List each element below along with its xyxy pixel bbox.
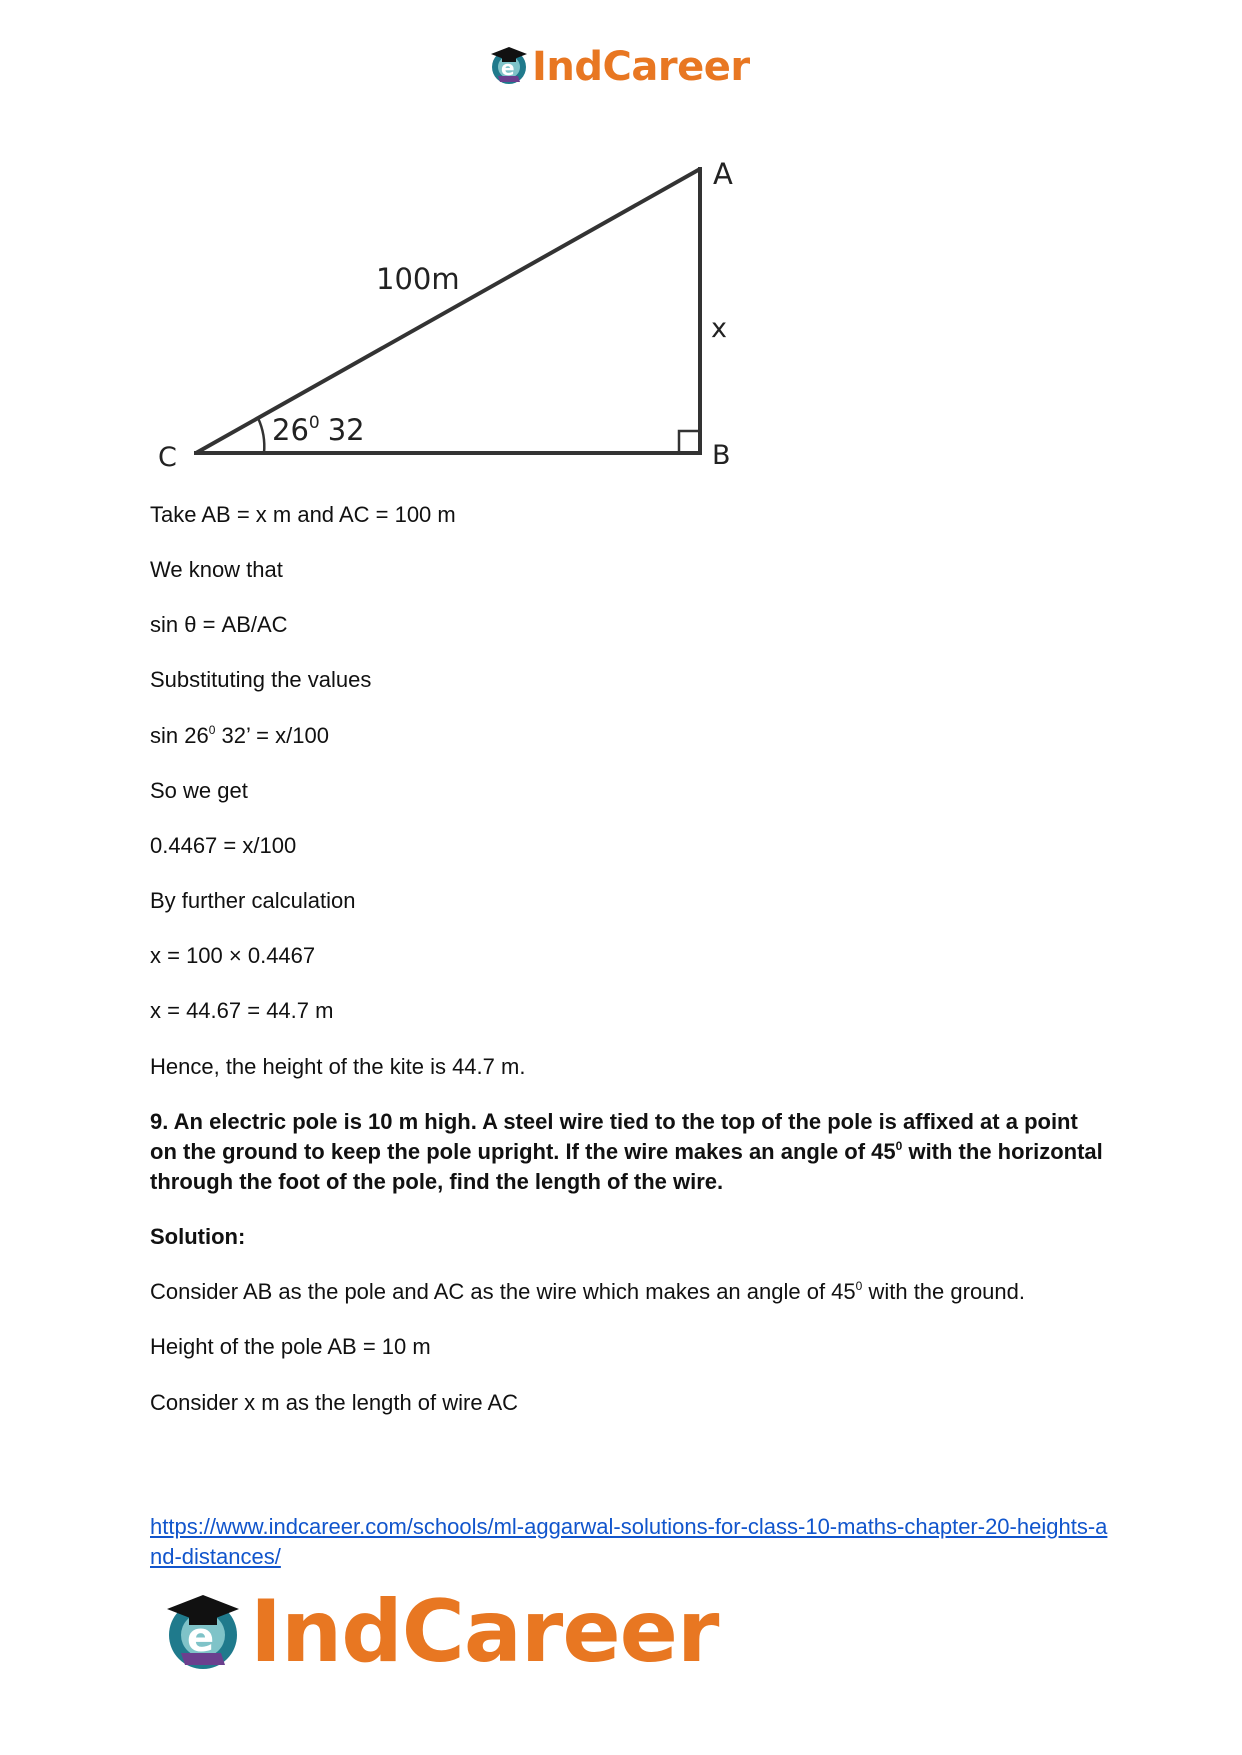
footer-logo bbox=[160, 1581, 719, 1682]
solution-line: We know that bbox=[150, 557, 283, 582]
hypotenuse-ac bbox=[196, 169, 700, 453]
height-line: Height of the pole AB = 10 m bbox=[150, 1334, 431, 1359]
side-x-label: x bbox=[711, 313, 727, 344]
wire-line: Consider x m as the length of wire AC bbox=[150, 1390, 519, 1415]
vertex-c-label: C bbox=[158, 442, 177, 473]
solution-line: By further calculation bbox=[150, 888, 356, 913]
angle-label: $26^0$ 32 bbox=[272, 413, 365, 447]
logo-wordmark: IndCareer bbox=[250, 1581, 719, 1682]
svg-text:e: e bbox=[501, 56, 515, 80]
graduation-cap-globe-icon bbox=[160, 1585, 246, 1678]
header-logo bbox=[488, 42, 750, 91]
solution-line: Substituting the values bbox=[150, 667, 372, 692]
solution-line: Take AB = x m and AC = 100 m bbox=[150, 502, 456, 527]
vertex-a-label: A bbox=[713, 157, 733, 191]
hypotenuse-label: 100m bbox=[376, 262, 460, 296]
solution-line: So we get bbox=[150, 778, 248, 803]
vertex-b-label: B bbox=[712, 440, 731, 471]
question-9: 9. An electric pole is 10 m high. A steel wire tied to the top of the pole is affixed at a point on the ground to keep the pole upright. If the wire makes an angle of $45^0$ with the horizontal through the foot of the pole, find the length of the wire. bbox=[150, 1109, 1103, 1194]
triangle-diagram bbox=[140, 150, 760, 485]
sin-equation-line: $\sin 26^0$ 32’ = x/100 bbox=[150, 723, 329, 748]
solution-line: x = 100 × 0.4467 bbox=[150, 943, 316, 968]
angle-arc bbox=[258, 418, 264, 453]
consider-line: Consider AB as the pole and AC as the wire which makes an angle of $45^0$ with the ground. bbox=[150, 1279, 1026, 1304]
conclusion-line: Hence, the height of the kite is 44.7 m. bbox=[150, 1054, 526, 1079]
logo-wordmark: IndCareer bbox=[532, 43, 750, 90]
source-link[interactable]: https://www.indcareer.com/schools/ml-aggarwal-solutions-for-class-10-maths-chapter-20-heights-and-distances/ bbox=[150, 1514, 1108, 1569]
solution-line: 0.4467 = x/100 bbox=[150, 833, 297, 858]
solution-line: sin θ = AB/AC bbox=[150, 612, 288, 637]
graduation-cap-globe-icon bbox=[488, 42, 530, 91]
solution-heading: Solution: bbox=[150, 1224, 246, 1249]
svg-text:e: e bbox=[187, 1615, 215, 1661]
solution-line: x = 44.67 = 44.7 m bbox=[150, 998, 334, 1023]
right-angle-marker bbox=[679, 431, 700, 453]
